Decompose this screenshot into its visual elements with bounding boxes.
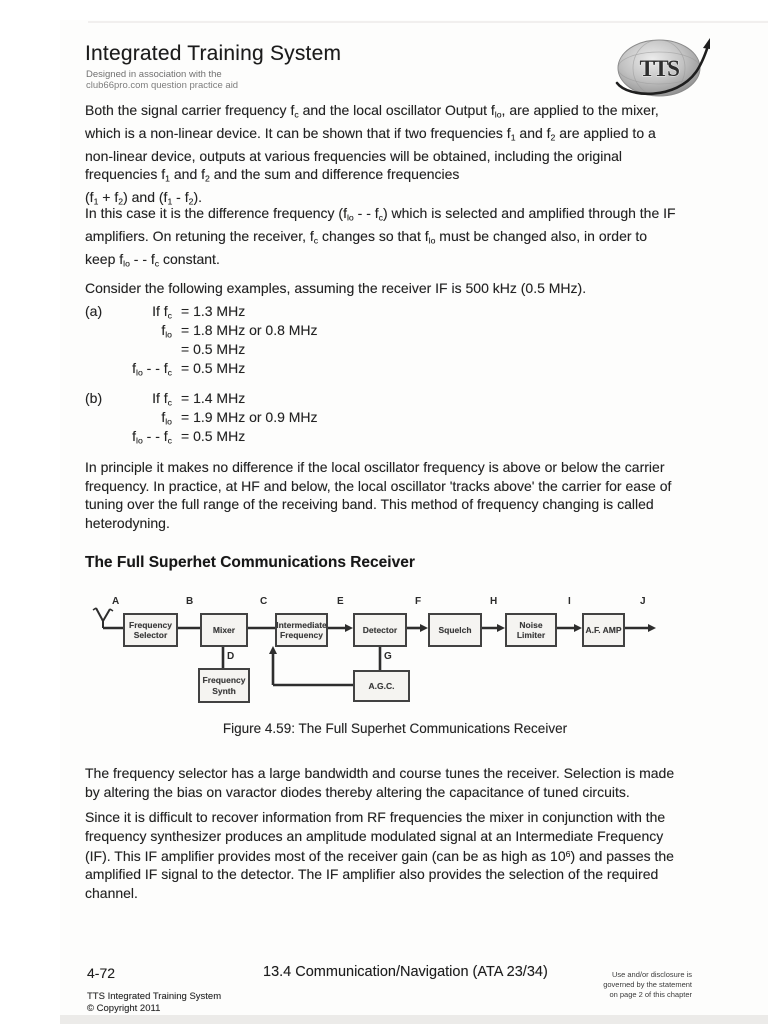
example-row [85, 322, 318, 341]
diagram-letter-a: A [112, 596, 120, 607]
globe-icon [612, 34, 718, 104]
page-title: Integrated Training System [85, 42, 342, 65]
example-row [85, 360, 318, 379]
example-label: $f_{lo}$ [161, 409, 172, 427]
diagram-block-intermediate-frequency: Intermediate Frequency [275, 613, 328, 647]
diagram-letter-c: C [260, 596, 268, 607]
figure-caption: Figure 4.59: The Full Superhet Communications Receiver [222, 721, 568, 736]
paragraph-mixer-frequencies: Both the signal carrier frequency $f_c$ and the local oscillator Output $f_{lo}$, are applied to the mixer, which is a non-linear device. It can be shown that if two frequencies $f_1$ and $f_2$ are applied to a non-linear device, outputs at various frequencies will be obtained, including the original frequencies $f_1$ and $f_2$ and the sum and difference frequencies $(f_1 + f_2)$ and $(f_1 - f_2)$. [85, 102, 659, 207]
header-subtitle-line2: club66pro.com question practice aid [86, 80, 239, 91]
diagram-block-agc: A.G.C. [353, 670, 410, 702]
example-label: If $f_c$ [152, 303, 172, 321]
example-row [85, 341, 318, 360]
diagram-block-squelch: Squelch [428, 613, 482, 647]
example-value: = 1.4 MHz [181, 390, 246, 406]
diagram-block-mixer: Mixer [200, 613, 248, 647]
diagram-block-noise-limiter: Noise Limiter [505, 613, 557, 647]
example-value: = 0.5 MHz [181, 341, 246, 357]
example-value: = 1.9 MHz or 0.9 MHz [181, 409, 318, 425]
diagram-block-frequency-selector: Frequency Selector [123, 613, 178, 647]
footer-publisher: TTS Integrated Training System [87, 991, 222, 1002]
scan-edge-top [88, 21, 768, 23]
example-row [85, 409, 318, 428]
scan-edge-bottom [60, 1015, 768, 1024]
example-row [85, 390, 318, 409]
example-b [85, 390, 318, 447]
header-subtitle-line1: Designed in association with the [86, 69, 222, 80]
diagram-letter-i: I [568, 596, 571, 607]
paragraph-if-amplifier: Since it is difficult to recover information from RF frequencies the mixer in conjunction with the frequency synthesizer produces an amplitude modulated signal at an Intermediate Frequency (IF). This IF amplifier provides most of the receiver gain (can be as high as $10^6$) and passes the amplified IF signal to the detector. The IF amplifier also provides the selection of the required channel. [85, 809, 674, 901]
example-label: $f_{lo}$ - - $f_c$ [132, 428, 172, 446]
diagram-letter-b: B [186, 596, 194, 607]
example-row [85, 303, 318, 322]
diagram-letter-f: F [415, 596, 422, 607]
logo-text: TTS [639, 56, 679, 81]
diagram-block-af-amp: A.F. AMP [582, 613, 625, 647]
example-marker: (b) [85, 390, 103, 406]
footer-page-number: 4-72 [87, 965, 116, 981]
footer-disclosure-note: Use and/or disclosure is governed by the statement on page 2 of this chapter [603, 970, 692, 999]
diagram-letter-h: H [490, 596, 498, 607]
paragraph-difference-frequency: In this case it is the difference frequency ($f_{lo}$ - - $f_c$) which is selected and amplified through the IF amplifiers. On retuning the receiver, $f_c$ changes so that $f_{lo}$ must be changed also, in order to keep $f_{lo}$ - - $f_c$ constant. [85, 205, 676, 269]
example-label: If $f_c$ [152, 390, 172, 408]
example-value: = 1.3 MHz [181, 303, 246, 319]
example-a [85, 303, 318, 379]
tts-globe-logo [612, 34, 718, 104]
diagram-letter-e: E [337, 596, 344, 607]
example-row [85, 428, 318, 447]
diagram-letter-j: J [640, 596, 646, 607]
paragraph-heterodyning: In principle it makes no difference if the local oscillator frequency is above or below the carrier frequency. In practice, at HF and below, the local oscillator 'tracks above' the carrier for ease of tuning over the full range of the receiving band. This method of frequency changing is called heterodyning. [85, 459, 672, 531]
example-label: $f_{lo}$ - - $f_c$ [132, 360, 172, 378]
example-value: = 1.8 MHz or 0.8 MHz [181, 322, 318, 338]
example-marker: (a) [85, 303, 103, 319]
block-diagram [85, 595, 705, 715]
section-heading: The Full Superhet Communications Receiver [85, 554, 415, 571]
paragraph-examples-intro: Consider the following examples, assuming the receiver IF is 500 kHz (0.5 MHz). [85, 280, 587, 296]
example-value: = 0.5 MHz [181, 360, 246, 376]
example-label: $f_{lo}$ [161, 322, 172, 340]
diagram-letter-g: G [384, 651, 392, 662]
diagram-letter-d: D [227, 651, 235, 662]
diagram-block-frequency-synth: Frequency Synth [198, 668, 250, 703]
paragraph-frequency-selector: The frequency selector has a large bandwidth and course tunes the receiver. Selection is made by altering the bias on varactor diodes thereby altering the capacitance of tuned circuits. [85, 765, 675, 800]
diagram-block-detector: Detector [353, 613, 407, 647]
example-value: = 0.5 MHz [181, 428, 246, 444]
footer-chapter-title: 13.4 Communication/Navigation (ATA 23/34) [263, 964, 548, 980]
footer-copyright: © Copyright 2011 [87, 1003, 161, 1014]
